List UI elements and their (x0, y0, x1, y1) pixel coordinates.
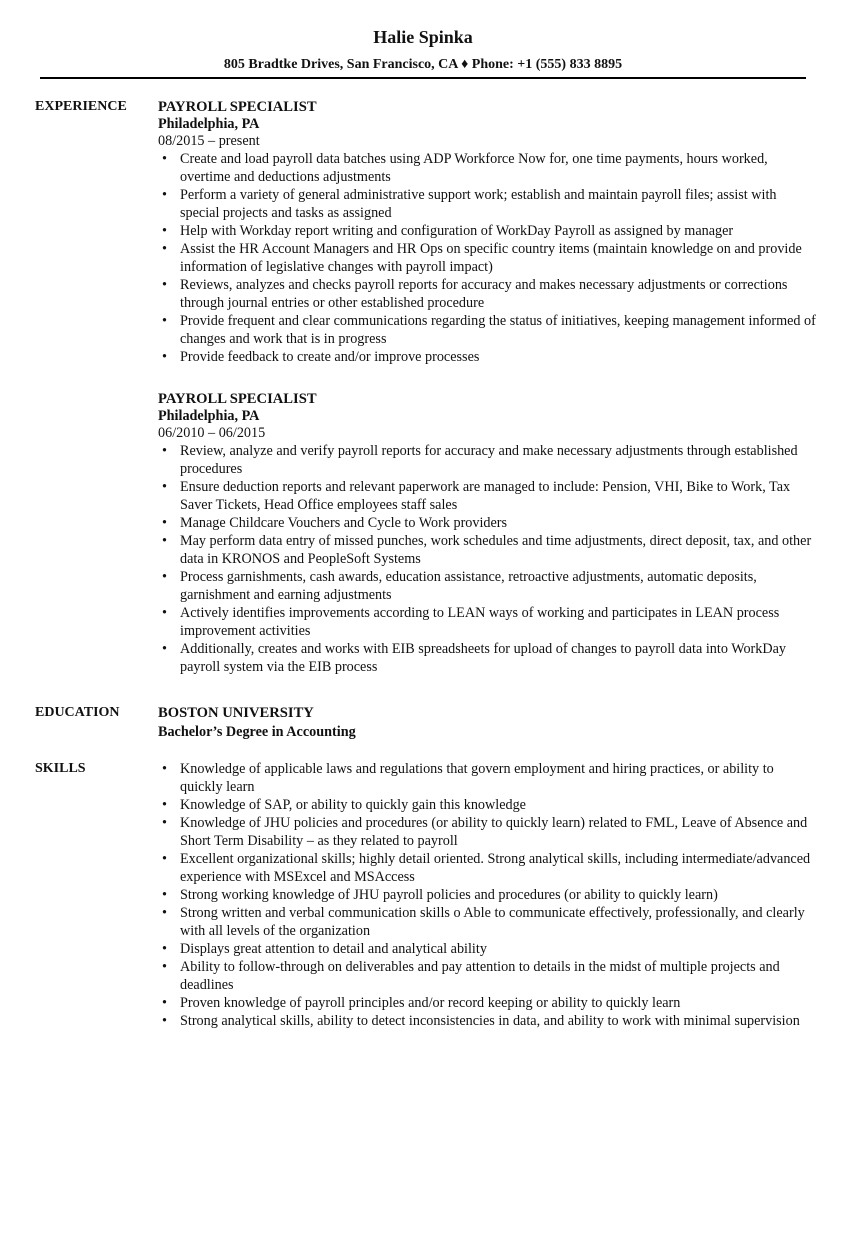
job-bullet: • Manage Childcare Vouchers and Cycle to Work providers (158, 514, 818, 532)
job-title: PAYROLL SPECIALIST (158, 391, 317, 407)
experience-body (158, 98, 818, 700)
skill-item: • Strong analytical skills, ability to detect inconsistencies in data, and ability to work with minimal supervision (158, 1012, 818, 1030)
skill-item: • Proven knowledge of payroll principles and/or record keeping or ability to quickly learn (158, 994, 818, 1012)
skill-item: • Knowledge of applicable laws and regulations that govern employment and hiring practices, or ability to quickly learn (158, 760, 818, 796)
job-bullet-list (158, 150, 818, 366)
candidate-name: Halie Spinka (373, 27, 473, 47)
skill-item: • Strong written and verbal communication skills o Able to communicate effectively, professionally, and clearly with all levels of the organization (158, 904, 818, 940)
header-divider (40, 77, 806, 79)
job-bullet: • Ensure deduction reports and relevant paperwork are managed to include: Pension, VHI, Bike to Work, Tax Saver Tickets, Head Office employees staff sales (158, 478, 818, 514)
job-dates: 08/2015 – present (158, 133, 260, 149)
school-name: BOSTON UNIVERSITY (158, 705, 314, 721)
section-label-experience: EXPERIENCE (35, 99, 127, 114)
skill-item: • Excellent organizational skills; highly detail oriented. Strong analytical skills, including intermediate/advanced experience with MSExcel and MSAccess (158, 850, 818, 886)
degree: Bachelor’s Degree in Accounting (158, 724, 356, 740)
job-bullet: • Provide frequent and clear communications regarding the status of initiatives, keeping management informed of changes and work that is in progress (158, 312, 818, 348)
job-bullet: • Perform a variety of general administrative support work; establish and maintain payroll files; assist with special projects and tasks as assigned (158, 186, 818, 222)
section-label-skills: SKILLS (35, 761, 86, 776)
skills-body (158, 760, 818, 1030)
job-bullet: • May perform data entry of missed punches, work schedules and time adjustments, direct deposit, tax, and other data in KRONOS and PeopleSoft Systems (158, 532, 818, 568)
job-bullet: • Review, analyze and verify payroll reports for accuracy and make necessary adjustments through established procedures (158, 442, 818, 478)
skill-item: • Knowledge of JHU policies and procedures (or ability to quickly learn) related to FML, Leave of Absence and Short Term Disability – as they related to payroll (158, 814, 818, 850)
job-location: Philadelphia, PA (158, 116, 260, 132)
education-body (158, 704, 818, 742)
job-bullet: • Actively identifies improvements according to LEAN ways of working and participates in LEAN process improvement activities (158, 604, 818, 640)
skill-item: • Knowledge of SAP, or ability to quickly gain this knowledge (158, 796, 818, 814)
contact-line: 805 Bradtke Drives, San Francisco, CA ♦ Phone: +1 (555) 833 8895 (223, 57, 623, 72)
skill-item: • Displays great attention to detail and analytical ability (158, 940, 818, 958)
job-entry (158, 98, 818, 366)
skill-item: • Strong working knowledge of JHU payroll policies and procedures (or ability to quickly learn) (158, 886, 818, 904)
job-bullet: • Provide feedback to create and/or improve processes (158, 348, 818, 366)
job-bullet-list (158, 442, 818, 676)
section-label-education: EDUCATION (35, 705, 120, 720)
job-title: PAYROLL SPECIALIST (158, 99, 317, 115)
job-bullet: • Help with Workday report writing and configuration of WorkDay Payroll as assigned by manager (158, 222, 818, 240)
job-bullet: • Reviews, analyzes and checks payroll reports for accuracy and makes necessary adjustments or corrections through journal entries or other established procedure (158, 276, 818, 312)
job-bullet: • Process garnishments, cash awards, education assistance, retroactive adjustments, automatic deposits, garnishment and earning adjustments (158, 568, 818, 604)
job-bullet: • Assist the HR Account Managers and HR Ops on specific country items (maintain knowledge on and provide information of legislative changes with payroll impact) (158, 240, 818, 276)
job-location: Philadelphia, PA (158, 408, 260, 424)
skill-item: • Ability to follow-through on deliverables and pay attention to details in the midst of multiple projects and deadlines (158, 958, 818, 994)
resume-header (0, 26, 846, 74)
job-entry (158, 390, 818, 676)
job-dates: 06/2010 – 06/2015 (158, 425, 266, 441)
job-bullet: • Additionally, creates and works with EIB spreadsheets for upload of changes to payroll data into WorkDay payroll system via the EIB process (158, 640, 818, 676)
job-bullet: • Create and load payroll data batches using ADP Workforce Now for, one time payments, hours worked, overtime and deductions adjustments (158, 150, 818, 186)
skills-list (158, 760, 818, 1030)
